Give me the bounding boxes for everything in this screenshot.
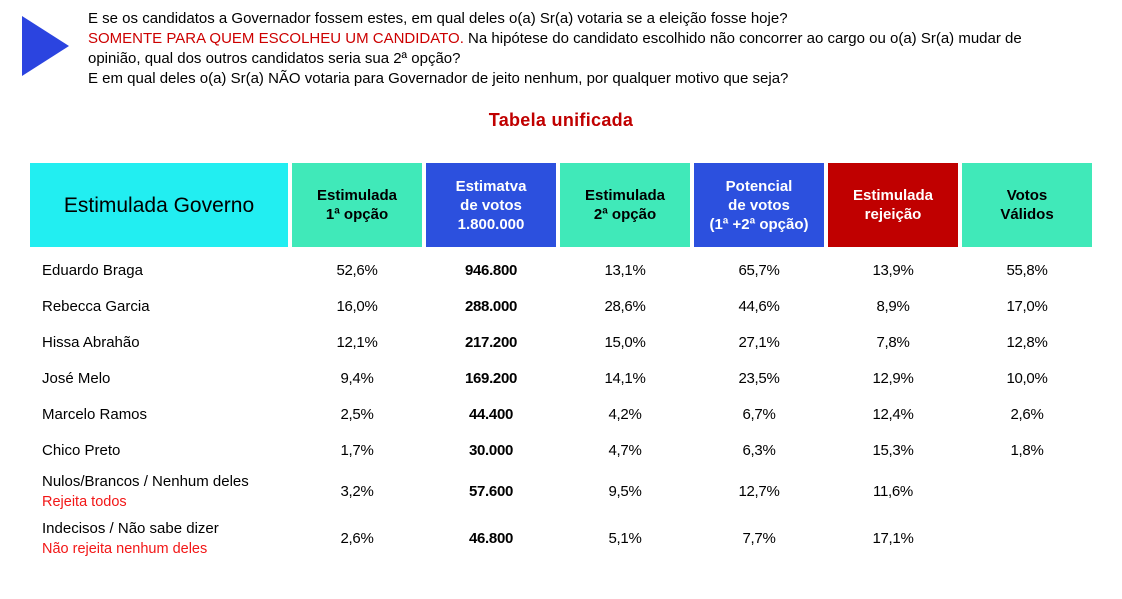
cell-candidate-name: Indecisos / Não sabe dizer Não rejeita nenhum deles [30, 515, 288, 562]
header-line: Potencial [725, 177, 793, 195]
cell-1a-opcao: 3,2% [340, 483, 374, 500]
cell-2a-opcao: 4,2% [608, 405, 642, 423]
header-line: Estimulada [852, 187, 934, 204]
cell-estimativa-votos: 57.600 [468, 483, 514, 500]
cell-1a-opcao: 1,7% [340, 441, 374, 459]
cell-potencial: 12,7% [738, 483, 780, 500]
header-line: 1.800.000 [457, 215, 525, 233]
cell-candidate-name: José Melo [42, 369, 111, 387]
question-block [88, 9, 1114, 89]
question-line-4: E em qual deles o(a) Sr(a) NÃO votaria para Governador de jeito nenhum, por qualquer motivo que seja? [88, 70, 789, 87]
table-row [30, 252, 1092, 288]
cell-1a-opcao: 12,1% [336, 333, 378, 351]
cell-2a-opcao: 28,6% [604, 297, 646, 315]
cell-potencial: 44,6% [738, 297, 780, 315]
cell-estimativa-votos: 169.200 [464, 369, 518, 387]
header-line: de votos [460, 196, 522, 214]
cell-candidate-name: Rebecca Garcia [42, 297, 150, 315]
cell-2a-opcao: 5,1% [608, 530, 642, 547]
cell-estimativa-votos: 30.000 [468, 441, 514, 459]
cell-1a-opcao: 16,0% [336, 297, 378, 315]
cell-estimativa-votos: 44.400 [468, 405, 514, 423]
cell-potencial: 65,7% [738, 261, 780, 279]
cell-1a-opcao: 2,5% [340, 405, 374, 423]
header-line: Válidos [1000, 206, 1054, 223]
cell-votos-validos: 10,0% [1006, 369, 1048, 387]
header-line: 2ª opção [593, 206, 657, 223]
header-estimativa-de-votos [426, 163, 556, 247]
cell-votos-validos: 1,8% [1010, 441, 1044, 459]
header-line: Estimulada [584, 187, 666, 204]
cell-2a-opcao: 4,7% [608, 441, 642, 459]
cell-votos-validos: 17,0% [1006, 297, 1048, 315]
cell-potencial: 6,7% [742, 405, 776, 423]
cell-rejeicao: 13,9% [872, 261, 914, 279]
question-line-3: opinião, qual dos outros candidatos seria sua 2ª opção? [88, 50, 461, 67]
table-row [30, 468, 1092, 515]
cell-votos-validos [962, 468, 1092, 515]
header-line: rejeição [864, 206, 922, 223]
question-line-2-emphasis: SOMENTE PARA QUEM ESCOLHEU UM CANDIDATO. [88, 30, 464, 47]
cell-2a-opcao: 14,1% [604, 369, 646, 387]
header-line: (1ª +2ª opção) [709, 215, 809, 233]
question-line-2 [88, 29, 1114, 49]
cell-rejeicao: 12,4% [872, 405, 914, 423]
question-line-2-rest: Na hipótese do candidato escolhido não concorrer ao cargo ou o(a) Sr(a) mudar de [463, 30, 1022, 47]
cell-candidate-name: Chico Preto [42, 441, 121, 459]
header-potencial-de-votos [694, 163, 824, 247]
cell-potencial: 6,3% [742, 441, 776, 459]
cell-rejeicao: 17,1% [872, 530, 914, 547]
bullet-arrow-icon [22, 16, 69, 76]
table-row [30, 360, 1092, 396]
cell-name-subnote: Não rejeita nenhum deles [42, 540, 208, 557]
cell-1a-opcao: 9,4% [340, 369, 374, 387]
cell-candidate-name: Hissa Abrahão [42, 333, 140, 351]
question-line-1: E se os candidatos a Governador fossem estes, em qual deles o(a) Sr(a) votaria se a eleição fosse hoje? [88, 10, 788, 27]
cell-potencial: 7,7% [742, 530, 776, 547]
header-votos-validos [962, 163, 1092, 247]
cell-estimativa-votos: 288.000 [464, 297, 518, 315]
table-row [30, 396, 1092, 432]
cell-estimativa-votos: 217.200 [464, 333, 518, 351]
cell-1a-opcao: 2,6% [340, 530, 374, 547]
cell-estimativa-votos: 46.800 [468, 530, 514, 547]
header-estimulada-1a-opcao [292, 163, 422, 247]
table-header-row [30, 163, 1092, 247]
table-row [30, 432, 1092, 468]
cell-rejeicao: 15,3% [872, 441, 914, 459]
cell-candidate-name: Eduardo Braga [42, 261, 143, 279]
cell-name-subnote: Rejeita todos [42, 493, 127, 510]
cell-votos-validos [962, 515, 1092, 562]
cell-votos-validos: 55,8% [1006, 261, 1048, 279]
header-line: Votos [1006, 187, 1048, 204]
table-row [30, 324, 1092, 360]
header-line: Estimatva [455, 177, 527, 195]
cell-1a-opcao: 52,6% [336, 261, 378, 279]
cell-potencial: 27,1% [738, 333, 780, 351]
table-row [30, 288, 1092, 324]
cell-rejeicao: 12,9% [872, 369, 914, 387]
cell-2a-opcao: 13,1% [604, 261, 646, 279]
cell-estimativa-votos: 946.800 [464, 261, 518, 279]
cell-2a-opcao: 9,5% [608, 483, 642, 500]
table-row [30, 515, 1092, 562]
header-line: 1ª opção [325, 206, 389, 223]
unified-table [30, 163, 1092, 562]
cell-rejeicao: 7,8% [876, 333, 910, 351]
cell-votos-validos: 2,6% [1010, 405, 1044, 423]
cell-rejeicao: 11,6% [873, 483, 913, 500]
cell-2a-opcao: 15,0% [604, 333, 646, 351]
cell-candidate-name: Nulos/Brancos / Nenhum deles Rejeita todos [30, 468, 288, 515]
header-estimulada-rejeicao [828, 163, 958, 247]
cell-votos-validos: 12,8% [1006, 333, 1048, 351]
header-line: Estimulada [316, 187, 398, 204]
header-estimulada-governo: Estimulada Governo [30, 163, 288, 247]
cell-candidate-name: Marcelo Ramos [42, 405, 148, 423]
header-line: de votos [728, 196, 790, 214]
header-estimulada-2a-opcao [560, 163, 690, 247]
table-title: Tabela unificada [488, 110, 634, 130]
cell-potencial: 23,5% [738, 369, 780, 387]
cell-rejeicao: 8,9% [876, 297, 910, 315]
